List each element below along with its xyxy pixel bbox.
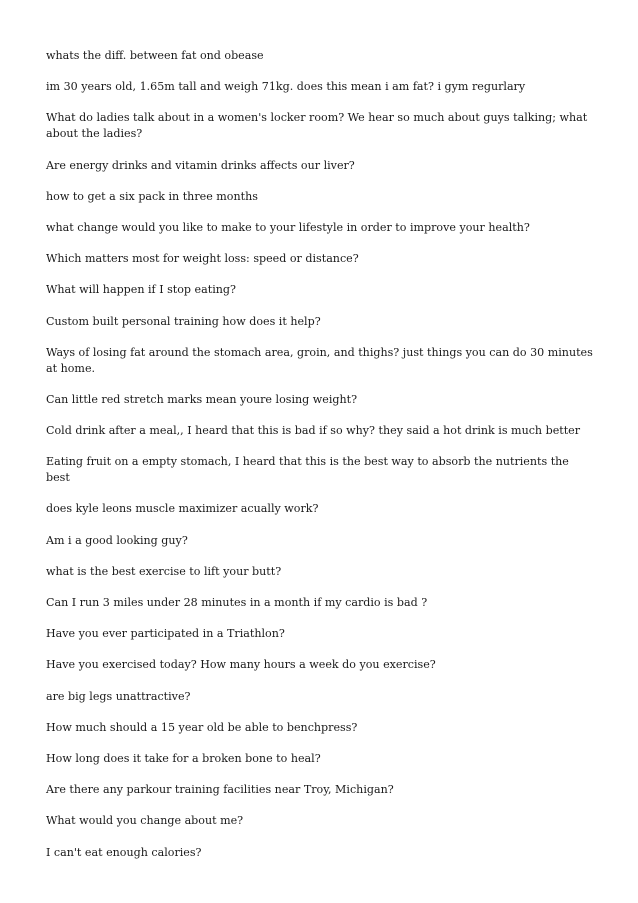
question-item: What will happen if I stop eating?: [46, 283, 236, 297]
question-item: Ways of losing fat around the stomach area, groin, and thighs? just things you can do 30 minutes at home.: [46, 345, 593, 375]
question-item: Eating fruit on a empty stomach, I heard that this is the best way to absorb the nutrients the best: [46, 455, 569, 485]
question-item: Have you ever participated in a Triathlon?: [46, 627, 285, 641]
question-item: How long does it take for a broken bone to heal?: [46, 751, 321, 765]
question-item: im 30 years old, 1.65m tall and weigh 71kg. does this mean i am fat? i gym regurlary: [46, 80, 526, 94]
question-item: How much should a 15 year old be able to benchpress?: [46, 720, 358, 734]
question-list: [46, 48, 596, 876]
question-item: Can little red stretch marks mean youre losing weight?: [46, 392, 358, 406]
question-item: what change would you like to make to your lifestyle in order to improve your health?: [46, 220, 530, 234]
question-item: What would you change about me?: [46, 814, 244, 828]
question-item: how to get a six pack in three months: [46, 189, 258, 203]
question-item: does kyle leons muscle maximizer acually work?: [46, 502, 319, 516]
question-item: whats the diff. between fat ond obease: [46, 49, 264, 62]
question-item: Are energy drinks and vitamin drinks affects our liver?: [46, 158, 355, 172]
question-item: Have you exercised today? How many hours a week do you exercise?: [46, 658, 436, 672]
question-item: Which matters most for weight loss: speed or distance?: [46, 252, 359, 266]
question-item: What do ladies talk about in a women's locker room? We hear so much about guys talking; what about the ladies?: [46, 111, 588, 141]
question-item: Cold drink after a meal,, I heard that this is bad if so why? they said a hot drink is much better: [46, 424, 581, 438]
question-item: Am i a good looking guy?: [46, 533, 188, 547]
question-item: what is the best exercise to lift your butt?: [46, 564, 282, 578]
question-item: are big legs unattractive?: [46, 689, 191, 703]
question-item: I can't eat enough calories?: [46, 845, 202, 859]
question-item: Can I run 3 miles under 28 minutes in a month if my cardio is bad ?: [46, 596, 428, 609]
question-item: Custom built personal training how does it help?: [46, 314, 321, 328]
question-item: Are there any parkour training facilities near Troy, Michigan?: [46, 783, 394, 797]
